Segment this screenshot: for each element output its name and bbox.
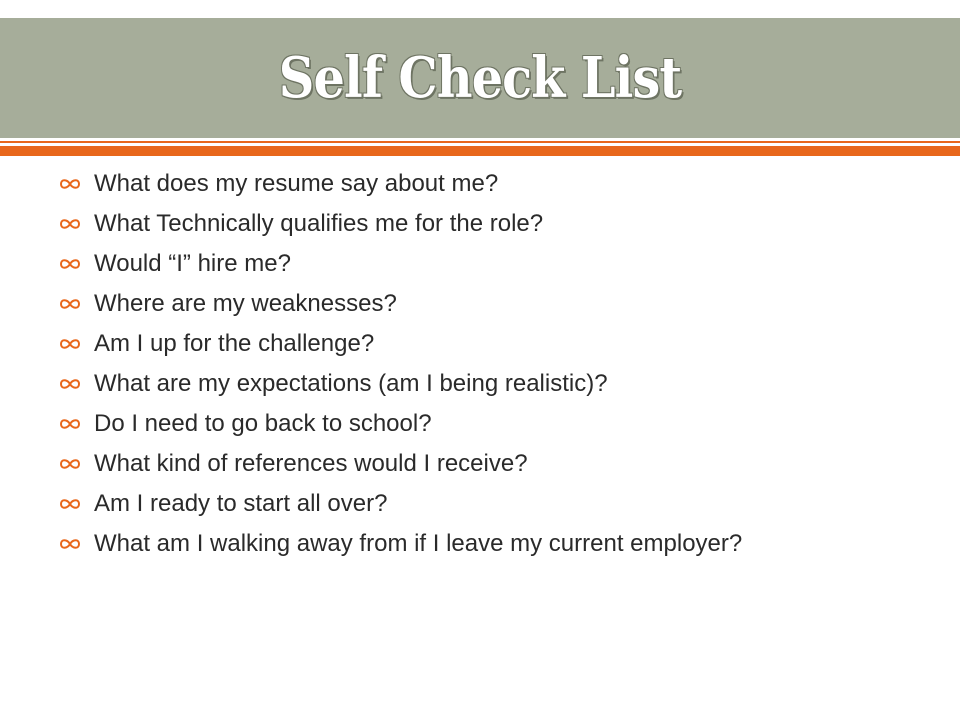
infinity-bullet-icon <box>57 536 83 552</box>
bullet-item <box>0 530 960 558</box>
bullet-text: Am I ready to start all over? <box>94 490 388 517</box>
bullet-item <box>0 330 960 358</box>
infinity-bullet-icon <box>57 216 83 232</box>
bullet-text: What Technically qualifies me for the role? <box>94 210 544 237</box>
bullet-item <box>0 170 960 198</box>
infinity-bullet-icon <box>57 296 83 312</box>
infinity-bullet-icon <box>57 256 83 272</box>
accent-divider-thin <box>0 141 960 143</box>
bullet-item <box>0 490 960 518</box>
infinity-bullet-icon <box>57 496 83 512</box>
bullet-text: Would “I” hire me? <box>94 250 291 277</box>
accent-divider-thick <box>0 146 960 156</box>
bullet-item <box>0 290 960 318</box>
bullet-list <box>0 170 960 558</box>
bullet-text: What does my resume say about me? <box>94 170 499 197</box>
bullet-item <box>0 410 960 438</box>
bullet-item <box>0 450 960 478</box>
bullet-text: Am I up for the challenge? <box>94 330 375 357</box>
infinity-bullet-icon <box>57 376 83 392</box>
infinity-bullet-icon <box>57 336 83 352</box>
infinity-bullet-icon <box>57 176 83 192</box>
bullet-text: What am I walking away from if I leave my current employer? <box>94 530 743 557</box>
bullet-item <box>0 370 960 398</box>
bullet-text: What kind of references would I receive? <box>94 450 528 477</box>
bullet-item <box>0 210 960 238</box>
content-area <box>0 170 960 640</box>
bullet-text: Do I need to go back to school? <box>94 410 432 437</box>
slide-title: Self Check List <box>278 45 682 111</box>
infinity-bullet-icon <box>57 416 83 432</box>
title-bar <box>0 18 960 138</box>
bullet-item <box>0 250 960 278</box>
infinity-bullet-icon <box>57 456 83 472</box>
bullet-text: Where are my weaknesses? <box>94 290 397 317</box>
bullet-text: What are my expectations (am I being realistic)? <box>94 370 608 397</box>
